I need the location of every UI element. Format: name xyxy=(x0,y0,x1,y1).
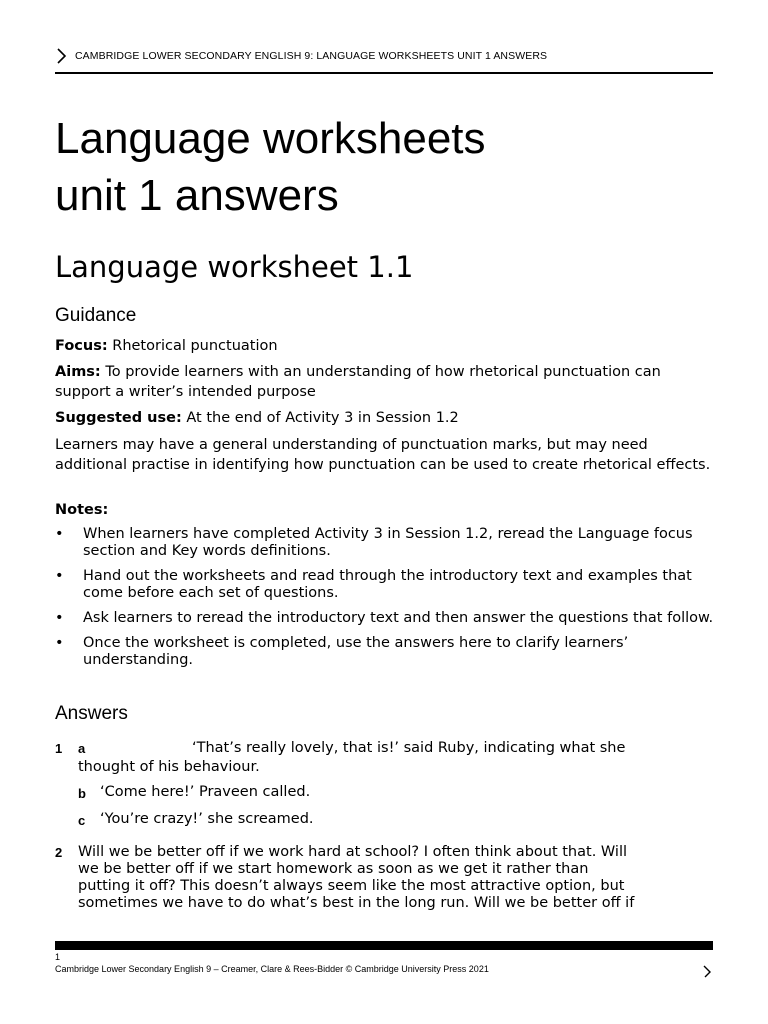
note-text: Once the worksheet is completed, use the answers here to clarify learners’ understanding. xyxy=(83,635,629,668)
question-number: 2 xyxy=(55,845,63,860)
answer-1b-text: ‘Come here!’ Praveen called. xyxy=(100,784,311,800)
answer-2-line: Will we be better off if we work hard at school? I often think about that. Will xyxy=(78,844,628,860)
answer-2-line: putting it off? This doesn’t always seem like the most attractive option, but xyxy=(78,878,625,894)
note-text: When learners have completed Activity 3 in Session 1.2, reread the Language focus section and Key words definitions. xyxy=(83,526,693,559)
answer-letter: c xyxy=(78,813,86,828)
running-header-text: CAMBRIDGE LOWER SECONDARY ENGLISH 9: LANGUAGE WORKSHEETS UNIT 1 ANSWERS xyxy=(75,50,548,62)
aims-line xyxy=(55,363,715,402)
bullet-icon: • xyxy=(55,568,64,584)
note-text: Hand out the worksheets and read through the introductory text and examples that come before each set of questions. xyxy=(83,568,692,601)
note-text: Ask learners to reread the introductory text and then answer the questions that follow. xyxy=(83,610,714,626)
intro-paragraph: Learners may have a general understanding of punctuation marks, but may need additional practise in identifying how punctuation can be used to create rhetorical effects. xyxy=(55,437,711,473)
notes-label: Notes: xyxy=(55,502,109,518)
worksheet-title: Language worksheet 1.1 xyxy=(55,250,414,284)
list-item xyxy=(55,526,715,560)
footer-rule xyxy=(55,941,713,950)
aims-label: Aims: xyxy=(55,364,101,380)
page-title xyxy=(55,110,486,224)
question-number: 1 xyxy=(55,741,63,756)
suggested-use-label: Suggested use: xyxy=(55,410,182,426)
list-item xyxy=(55,635,715,669)
chevron-right-icon xyxy=(702,964,712,978)
bullet-icon: • xyxy=(55,526,64,542)
focus-line xyxy=(55,337,715,357)
chevron-right-icon xyxy=(55,48,67,64)
answer-1a-line2: thought of his behaviour. xyxy=(78,759,260,775)
answer-1a-line1: ‘That’s really lovely, that is!’ said Ruby, indicating what she xyxy=(192,740,626,756)
list-item xyxy=(55,568,715,602)
page-title-line2: unit 1 answers xyxy=(55,171,339,220)
answer-2-line: we be better off if we start homework as soon as we get it rather than xyxy=(78,861,589,877)
running-header xyxy=(55,44,713,72)
footer-copyright: Cambridge Lower Secondary English 9 – Creamer, Clare & Rees-Bidder © Cambridge University Press 2021 xyxy=(55,964,489,974)
answer-letter: b xyxy=(78,786,86,801)
header-rule xyxy=(55,72,713,74)
guidance-heading: Guidance xyxy=(55,305,137,326)
list-item xyxy=(55,610,715,627)
focus-label: Focus: xyxy=(55,338,108,354)
answer-2-line: sometimes we have to do what’s best in the long run. Will we be better off if xyxy=(78,895,635,911)
focus-text: Rhetorical punctuation xyxy=(112,338,278,354)
page-title-line1: Language worksheets xyxy=(55,114,486,163)
suggested-use-line xyxy=(55,409,715,429)
bullet-icon: • xyxy=(55,610,64,626)
aims-text: To provide learners with an understanding of how rhetorical punctuation can support a writer’s intended purpose xyxy=(55,364,661,400)
suggested-use-text: At the end of Activity 3 in Session 1.2 xyxy=(186,410,459,426)
page-number: 1 xyxy=(55,952,61,962)
answer-letter: a xyxy=(78,741,86,756)
answer-1c-text: ‘You’re crazy!’ she screamed. xyxy=(100,811,314,827)
notes-list xyxy=(55,526,715,677)
answers-heading: Answers xyxy=(55,703,128,724)
bullet-icon: • xyxy=(55,635,64,651)
notes-label-line xyxy=(55,501,715,521)
